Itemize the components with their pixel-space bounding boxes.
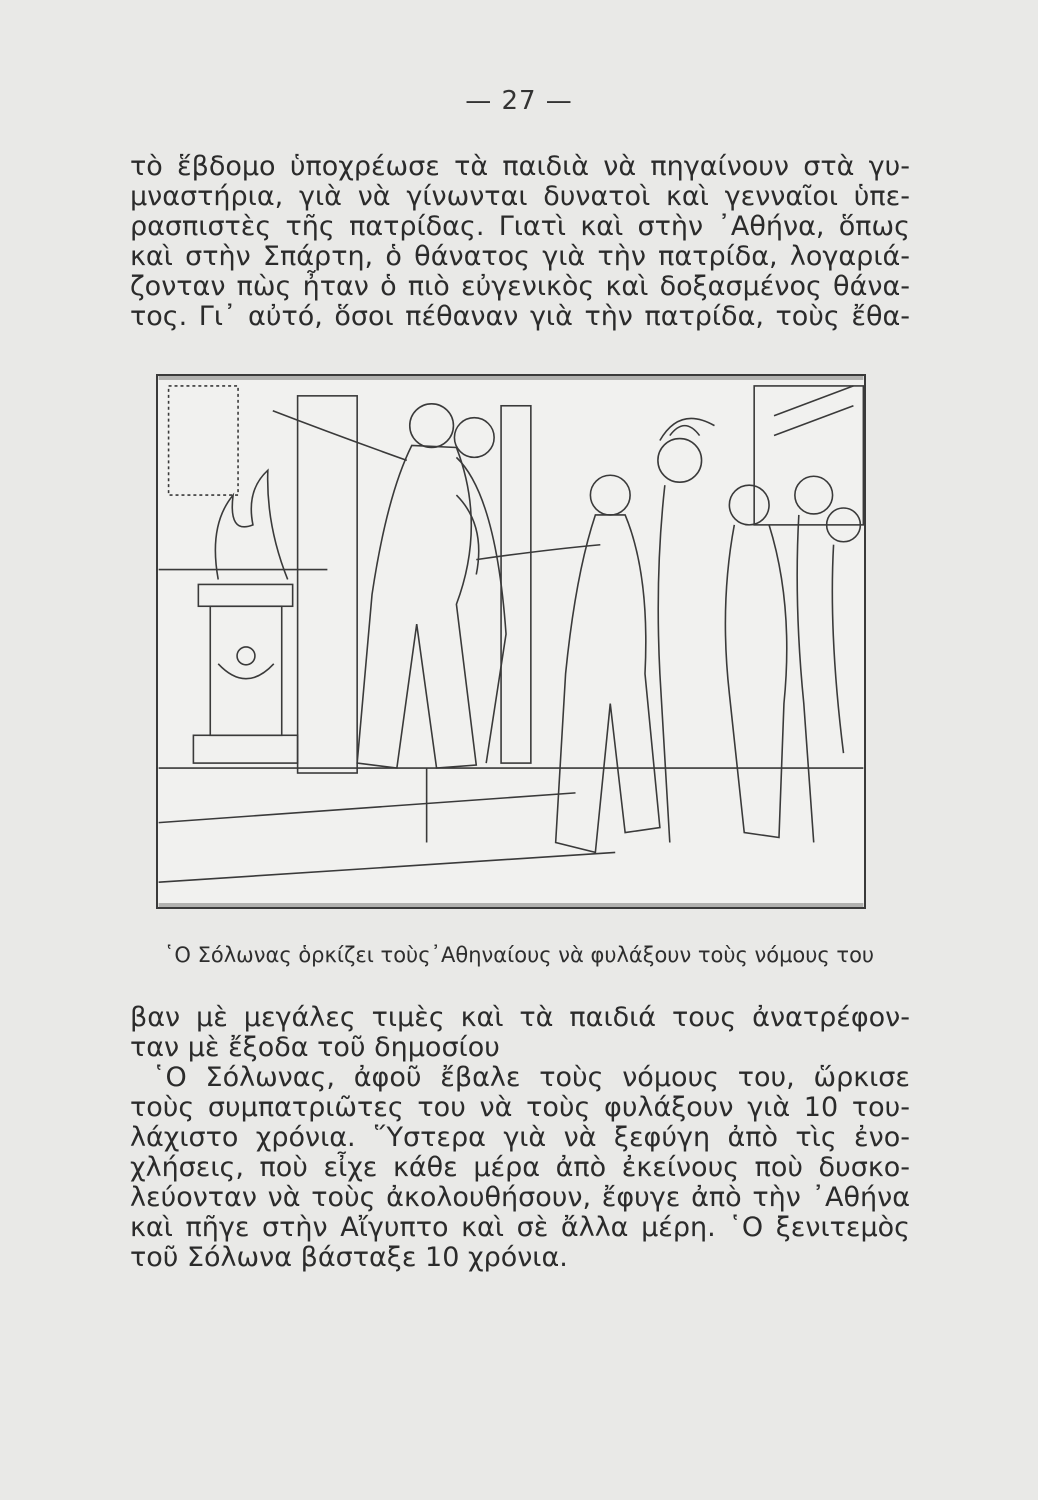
text-line: καὶ πῆγε στὴν Αἴγυπτο καὶ σὲ ἄλλα μέρη. ῾Ο ξενιτεμὸς — [130, 1212, 910, 1243]
page-number: — 27 — — [465, 86, 573, 116]
text-line: βαν μὲ μεγάλες τιμὲς καὶ τὰ παιδιά τους ἀνατρέφον- — [130, 1002, 910, 1033]
text-line: ῾Ο Σόλωνας, ἀφοῦ ἔβαλε τοὺς νόμους του, ὥρκισε — [152, 1062, 910, 1093]
woodcut-illustration-icon — [158, 376, 864, 907]
illustration-caption: ῾Ο Σόλωνας ὁρκίζει τοὺς᾿Αθηναίους νὰ φυλάξουν τοὺς νόμους του — [163, 943, 875, 967]
text-line: καὶ στὴν Σπάρτη, ὁ θάνατος γιὰ τὴν πατρίδα, λογαριά- — [130, 241, 910, 272]
text-line: λεύονταν νὰ τοὺς ἀκολουθήσουν, ἔφυγε ἀπὸ τὴν ᾿Αθήνα — [130, 1182, 910, 1213]
text-line: χλήσεις, ποὺ εἶχε κάθε μέρα ἀπὸ ἐκείνους ποὺ δυσκο- — [130, 1152, 910, 1183]
text-line: τὸ ἕβδομο ὑποχρέωσε τὰ παιδιὰ νὰ πηγαίνουν στὰ γυ- — [130, 151, 910, 182]
text-line: λάχιστο χρόνια. ῞Υστερα γιὰ νὰ ξεφύγη ἀπὸ τὶς ἐνο- — [130, 1122, 910, 1153]
text-line: μναστήρια, γιὰ νὰ γίνωνται δυνατοὶ καὶ γενναῖοι ὑπε- — [130, 181, 910, 212]
woodcut-illustration — [156, 374, 866, 909]
text-line: τοὺς συμπατριῶτες του νὰ τοὺς φυλάξουν γιὰ 10 του- — [130, 1092, 910, 1123]
top-paragraph — [130, 152, 910, 332]
text-line: ρασπιστὲς τῆς πατρίδας. Γιατὶ καὶ στὴν ᾿Αθήνα, ὅπως — [130, 211, 910, 242]
text-line: τοῦ Σόλωνα βάσταξε 10 χρόνια. — [130, 1242, 568, 1273]
text-line: ταν μὲ ἔξοδα τοῦ δημοσίου — [130, 1032, 500, 1063]
text-line: τος. Γι᾿ αὐτό, ὅσοι πέθαναν γιὰ τὴν πατρίδα, τοὺς ἔθα- — [130, 301, 910, 332]
bottom-paragraph — [130, 1003, 910, 1273]
text-line: ζονταν πὼς ἦταν ὁ πιὸ εὐγενικὸς καὶ δοξασμένος θάνα- — [130, 271, 910, 302]
